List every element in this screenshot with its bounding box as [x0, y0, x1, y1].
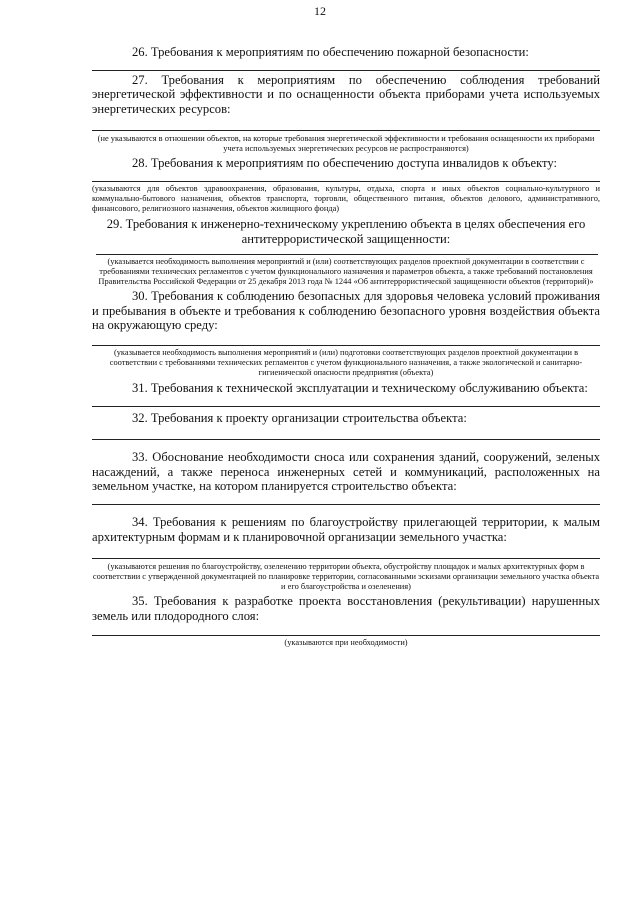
document-body: [92, 45, 600, 648]
item-35: 35. Требования к разработке проекта восстановления (рекультивации) нарушенных земель или плодородного слоя:: [92, 594, 600, 623]
note-35: (указываются при необходимости): [284, 638, 408, 648]
item-32: 32. Требования к проекту организации строительства объекта:: [132, 410, 467, 425]
item-29: 29. Требования к инженерно-техническому укреплению объекта в целях обеспечения его антитеррористической защищенности:: [106, 216, 586, 246]
note-28: (указываются для объектов здравоохранения, образования, культуры, отдыха, спорта и иных объектов социально-культурного и коммунально-бытового назначения, объектов транспорта, торговли, общественного питания, объектов делового, административного, финансового, религиозного назначения, объектов жилищного фонда): [92, 183, 600, 213]
item-26: 26. Требования к мероприятиям по обеспечению пожарной безопасности:: [132, 45, 529, 59]
item-27: 27. Требования к мероприятиям по обеспечению соблюдения требований энергетической эффективности и по оснащенности объекта приборами учета используемых энергетических ресурсов:: [92, 72, 600, 116]
page-number: 12: [314, 4, 326, 18]
item-28: 28. Требования к мероприятиям по обеспечению доступа инвалидов к объекту:: [132, 156, 558, 171]
item-31: 31. Требования к технической эксплуатации и техническому обслуживанию объекта:: [132, 380, 588, 395]
item-34: 34. Требования к решениям по благоустройству прилегающей территории, к малым архитектурным формам и к планировочной организации земельного участка:: [92, 514, 600, 544]
note-29: (указывается необходимость выполнения мероприятий и (или) соответствующих разделов проектной документации в соответствии с требованиями технических регламентов с учетом функционального назначения и параметров объекта, а также требований постановления Правительства Российской Федерации от 25 декабря 2013 года № 1244 «Об антитеррористической защищенности объектов (территорий)»: [98, 257, 594, 287]
item-30: 30. Требования к соблюдению безопасных для здоровья человека условий проживания и пребывания в объекте и требования к соблюдению безопасного уровня воздействия объекта на окружающую среду:: [92, 289, 600, 333]
note-34: (указываются решения по благоустройству, озеленению территории объекта, обустройству площадок и малых архитектурных форм в соответствии с утвержденной документацией по планировке территории, согласованными эскизами организации земельного участка объекта и его благоустройства и озеленения): [92, 562, 600, 592]
note-30: (указывается необходимость выполнения мероприятий и (или) подготовки соответствующих разделов проектной документации в соответствии с требованиями технических регламентов с учетом функционального назначения, а также экологической и санитарно-гигиенической опасности предприятия (объекта): [109, 347, 583, 377]
note-27: (не указываются в отношении объектов, на которые требования энергетической эффективности и требования оснащенности их приборами учета используемых энергетических ресурсов не распространяются): [97, 134, 595, 154]
item-33: 33. Обоснование необходимости сноса или сохранения зданий, сооружений, зеленых насаждений, а также переноса инженерных сетей и коммуникаций, расположенных на земельном участке, на котором планируется строительство объекта:: [92, 450, 600, 494]
